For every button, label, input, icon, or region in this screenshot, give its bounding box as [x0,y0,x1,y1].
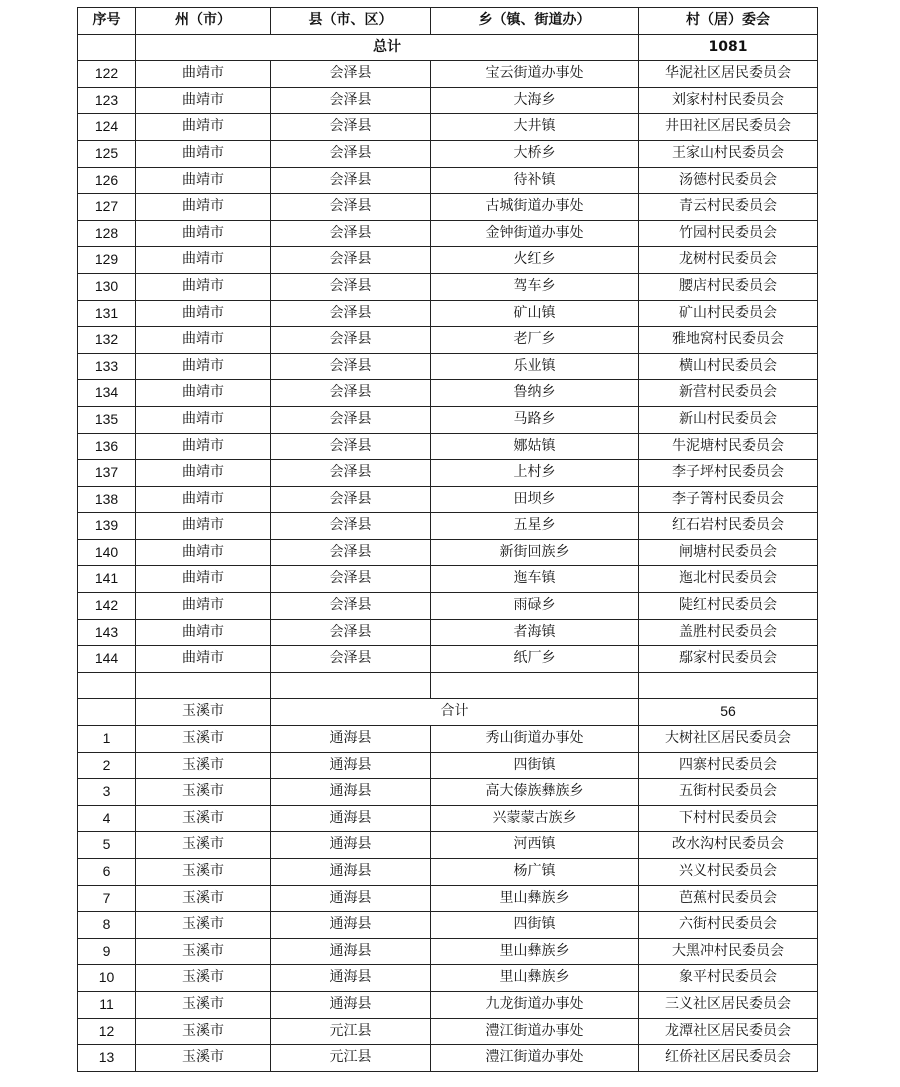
row-committee: 井田社区居民委员会 [639,114,818,141]
row-county: 会泽县 [271,380,431,407]
row-township: 五星乡 [431,513,639,540]
header-committee: 村（居）委会 [639,8,818,35]
table-row [78,912,818,939]
row-county: 会泽县 [271,194,431,221]
total-blank [78,34,136,61]
row-county: 会泽县 [271,460,431,487]
row-prefecture: 玉溪市 [136,885,271,912]
row-county: 通海县 [271,912,431,939]
row-index: 138 [78,486,136,513]
row-index: 3 [78,779,136,806]
row-index: 137 [78,460,136,487]
row-index: 12 [78,1018,136,1045]
row-index: 5 [78,832,136,859]
row-index: 143 [78,619,136,646]
row-township: 金钟街道办事处 [431,220,639,247]
row-township: 古城街道办事处 [431,194,639,221]
row-prefecture: 曲靖市 [136,87,271,114]
row-committee: 鄢家村民委员会 [639,646,818,673]
row-prefecture: 玉溪市 [136,991,271,1018]
row-township: 老厂乡 [431,327,639,354]
table-row [78,991,818,1018]
row-index: 130 [78,273,136,300]
header-row [78,8,818,35]
row-index: 142 [78,593,136,620]
row-township: 娜姑镇 [431,433,639,460]
row-index: 122 [78,61,136,88]
row-index: 125 [78,140,136,167]
row-prefecture: 曲靖市 [136,486,271,513]
table-row [78,247,818,274]
row-county: 通海县 [271,752,431,779]
row-county: 会泽县 [271,566,431,593]
row-prefecture: 玉溪市 [136,912,271,939]
row-township: 上村乡 [431,460,639,487]
row-township: 矿山镇 [431,300,639,327]
row-index: 7 [78,885,136,912]
row-prefecture: 曲靖市 [136,220,271,247]
row-index: 136 [78,433,136,460]
row-prefecture: 曲靖市 [136,539,271,566]
table-row [78,167,818,194]
table-row [78,460,818,487]
table-row [78,220,818,247]
row-committee: 新山村民委员会 [639,406,818,433]
table-row [78,779,818,806]
row-prefecture: 玉溪市 [136,1018,271,1045]
row-township: 四街镇 [431,752,639,779]
header-prefecture: 州（市） [136,8,271,35]
row-county: 通海县 [271,938,431,965]
row-index: 6 [78,859,136,886]
row-index: 133 [78,353,136,380]
row-county: 会泽县 [271,273,431,300]
row-county: 会泽县 [271,353,431,380]
table-row [78,433,818,460]
row-committee: 大树社区居民委员会 [639,726,818,753]
row-index: 4 [78,805,136,832]
row-prefecture: 曲靖市 [136,167,271,194]
subtotal-value: 56 [639,699,818,726]
row-prefecture: 曲靖市 [136,460,271,487]
row-committee: 李子箐村民委员会 [639,486,818,513]
row-committee: 雅地窝村民委员会 [639,327,818,354]
row-township: 宝云街道办事处 [431,61,639,88]
row-township: 迤车镇 [431,566,639,593]
row-township: 田坝乡 [431,486,639,513]
table-row [78,273,818,300]
table-row [78,965,818,992]
row-prefecture: 玉溪市 [136,805,271,832]
row-committee: 改水沟村民委员会 [639,832,818,859]
row-township: 大井镇 [431,114,639,141]
row-county: 会泽县 [271,300,431,327]
row-prefecture: 曲靖市 [136,380,271,407]
table-row [78,938,818,965]
row-index: 144 [78,646,136,673]
row-committee: 三义社区居民委员会 [639,991,818,1018]
row-prefecture: 曲靖市 [136,593,271,620]
row-township: 新街回族乡 [431,539,639,566]
row-committee: 闸塘村民委员会 [639,539,818,566]
row-township: 四街镇 [431,912,639,939]
row-prefecture: 玉溪市 [136,779,271,806]
row-county: 通海县 [271,726,431,753]
row-committee: 刘家村村民委员会 [639,87,818,114]
row-index: 131 [78,300,136,327]
row-township: 里山彝族乡 [431,885,639,912]
row-committee: 象平村民委员会 [639,965,818,992]
row-prefecture: 曲靖市 [136,194,271,221]
table-row [78,486,818,513]
row-prefecture: 玉溪市 [136,965,271,992]
row-county: 会泽县 [271,433,431,460]
row-prefecture: 玉溪市 [136,832,271,859]
row-prefecture: 曲靖市 [136,513,271,540]
table-row [78,300,818,327]
row-county: 通海县 [271,965,431,992]
row-county: 会泽县 [271,220,431,247]
header-index: 序号 [78,8,136,35]
row-township: 澧江街道办事处 [431,1018,639,1045]
subtotal-city: 玉溪市 [136,699,271,726]
row-county: 会泽县 [271,87,431,114]
table-row [78,805,818,832]
row-county: 会泽县 [271,61,431,88]
row-county: 会泽县 [271,593,431,620]
row-prefecture: 玉溪市 [136,859,271,886]
row-county: 元江县 [271,1045,431,1072]
row-township: 鲁纳乡 [431,380,639,407]
table-row [78,61,818,88]
table-row [78,140,818,167]
row-county: 通海县 [271,991,431,1018]
row-township: 兴蒙蒙古族乡 [431,805,639,832]
row-index: 8 [78,912,136,939]
table-row [78,885,818,912]
village-committee-table [77,7,818,1072]
table-row [78,646,818,673]
row-committee: 王家山村民委员会 [639,140,818,167]
row-prefecture: 曲靖市 [136,646,271,673]
table-row [78,406,818,433]
row-township: 大桥乡 [431,140,639,167]
row-committee: 横山村民委员会 [639,353,818,380]
row-county: 会泽县 [271,406,431,433]
row-prefecture: 曲靖市 [136,61,271,88]
table-row [78,114,818,141]
row-index: 123 [78,87,136,114]
row-committee: 兴义村民委员会 [639,859,818,886]
row-township: 里山彝族乡 [431,938,639,965]
row-prefecture: 曲靖市 [136,433,271,460]
row-county: 会泽县 [271,167,431,194]
row-prefecture: 曲靖市 [136,140,271,167]
row-committee: 迤北村民委员会 [639,566,818,593]
row-county: 会泽县 [271,247,431,274]
row-committee: 芭蕉村民委员会 [639,885,818,912]
row-index: 2 [78,752,136,779]
table-row [78,566,818,593]
table-row [78,619,818,646]
row-township: 者海镇 [431,619,639,646]
row-index: 132 [78,327,136,354]
row-index: 9 [78,938,136,965]
row-prefecture: 玉溪市 [136,726,271,753]
row-committee: 青云村民委员会 [639,194,818,221]
row-prefecture: 曲靖市 [136,406,271,433]
row-index: 134 [78,380,136,407]
table-row [78,1018,818,1045]
row-township: 乐业镇 [431,353,639,380]
row-county: 会泽县 [271,539,431,566]
row-county: 通海县 [271,832,431,859]
row-township: 澧江街道办事处 [431,1045,639,1072]
row-committee: 竹园村民委员会 [639,220,818,247]
row-committee: 李子坪村民委员会 [639,460,818,487]
row-committee: 陡红村民委员会 [639,593,818,620]
row-committee: 五街村民委员会 [639,779,818,806]
row-prefecture: 曲靖市 [136,114,271,141]
row-committee: 牛泥塘村民委员会 [639,433,818,460]
blank-row [78,672,818,699]
row-index: 13 [78,1045,136,1072]
row-committee: 盖胜村民委员会 [639,619,818,646]
row-prefecture: 曲靖市 [136,247,271,274]
row-index: 128 [78,220,136,247]
row-township: 河西镇 [431,832,639,859]
row-committee: 红石岩村民委员会 [639,513,818,540]
row-index: 135 [78,406,136,433]
table-row [78,593,818,620]
row-township: 杨广镇 [431,859,639,886]
row-prefecture: 曲靖市 [136,273,271,300]
row-township: 雨碌乡 [431,593,639,620]
row-committee: 大黑冲村民委员会 [639,938,818,965]
row-committee: 汤德村民委员会 [639,167,818,194]
row-township: 九龙街道办事处 [431,991,639,1018]
table-row [78,353,818,380]
row-prefecture: 玉溪市 [136,938,271,965]
row-committee: 龙树村民委员会 [639,247,818,274]
row-committee: 矿山村民委员会 [639,300,818,327]
row-county: 通海县 [271,779,431,806]
header-county: 县（市、区） [271,8,431,35]
row-prefecture: 曲靖市 [136,300,271,327]
row-index: 139 [78,513,136,540]
row-county: 通海县 [271,885,431,912]
row-township: 纸厂乡 [431,646,639,673]
row-county: 会泽县 [271,619,431,646]
row-township: 大海乡 [431,87,639,114]
row-index: 10 [78,965,136,992]
row-township: 驾车乡 [431,273,639,300]
row-prefecture: 玉溪市 [136,752,271,779]
row-township: 火红乡 [431,247,639,274]
table-row [78,832,818,859]
table-row [78,380,818,407]
subtotal-blank [78,699,136,726]
row-committee: 新营村民委员会 [639,380,818,407]
table-row [78,327,818,354]
row-county: 通海县 [271,859,431,886]
row-township: 高大傣族彝族乡 [431,779,639,806]
row-county: 会泽县 [271,327,431,354]
row-county: 会泽县 [271,486,431,513]
table-row [78,726,818,753]
row-index: 126 [78,167,136,194]
row-prefecture: 曲靖市 [136,566,271,593]
table-row [78,859,818,886]
row-county: 会泽县 [271,513,431,540]
total-value: 1081 [639,34,818,61]
row-committee: 龙潭社区居民委员会 [639,1018,818,1045]
subtotal-label: 合计 [271,699,639,726]
row-township: 马路乡 [431,406,639,433]
row-index: 1 [78,726,136,753]
header-township: 乡（镇、街道办） [431,8,639,35]
row-index: 11 [78,991,136,1018]
total-row [78,34,818,61]
table-row [78,513,818,540]
row-committee: 华泥社区居民委员会 [639,61,818,88]
row-committee: 下村村民委员会 [639,805,818,832]
table-row [78,194,818,221]
row-township: 秀山街道办事处 [431,726,639,753]
subtotal-row [78,699,818,726]
row-index: 129 [78,247,136,274]
table-row [78,752,818,779]
row-township: 里山彝族乡 [431,965,639,992]
row-county: 通海县 [271,805,431,832]
row-county: 会泽县 [271,114,431,141]
row-county: 会泽县 [271,646,431,673]
row-township: 待补镇 [431,167,639,194]
row-prefecture: 曲靖市 [136,327,271,354]
row-index: 140 [78,539,136,566]
row-committee: 六街村民委员会 [639,912,818,939]
total-label: 总计 [136,34,639,61]
row-prefecture: 曲靖市 [136,619,271,646]
row-committee: 四寨村民委员会 [639,752,818,779]
row-index: 127 [78,194,136,221]
table-row [78,539,818,566]
row-county: 会泽县 [271,140,431,167]
table-row [78,87,818,114]
row-prefecture: 玉溪市 [136,1045,271,1072]
row-county: 元江县 [271,1018,431,1045]
row-index: 141 [78,566,136,593]
row-committee: 腰店村民委员会 [639,273,818,300]
row-committee: 红侨社区居民委员会 [639,1045,818,1072]
row-index: 124 [78,114,136,141]
table-row [78,1045,818,1072]
row-prefecture: 曲靖市 [136,353,271,380]
